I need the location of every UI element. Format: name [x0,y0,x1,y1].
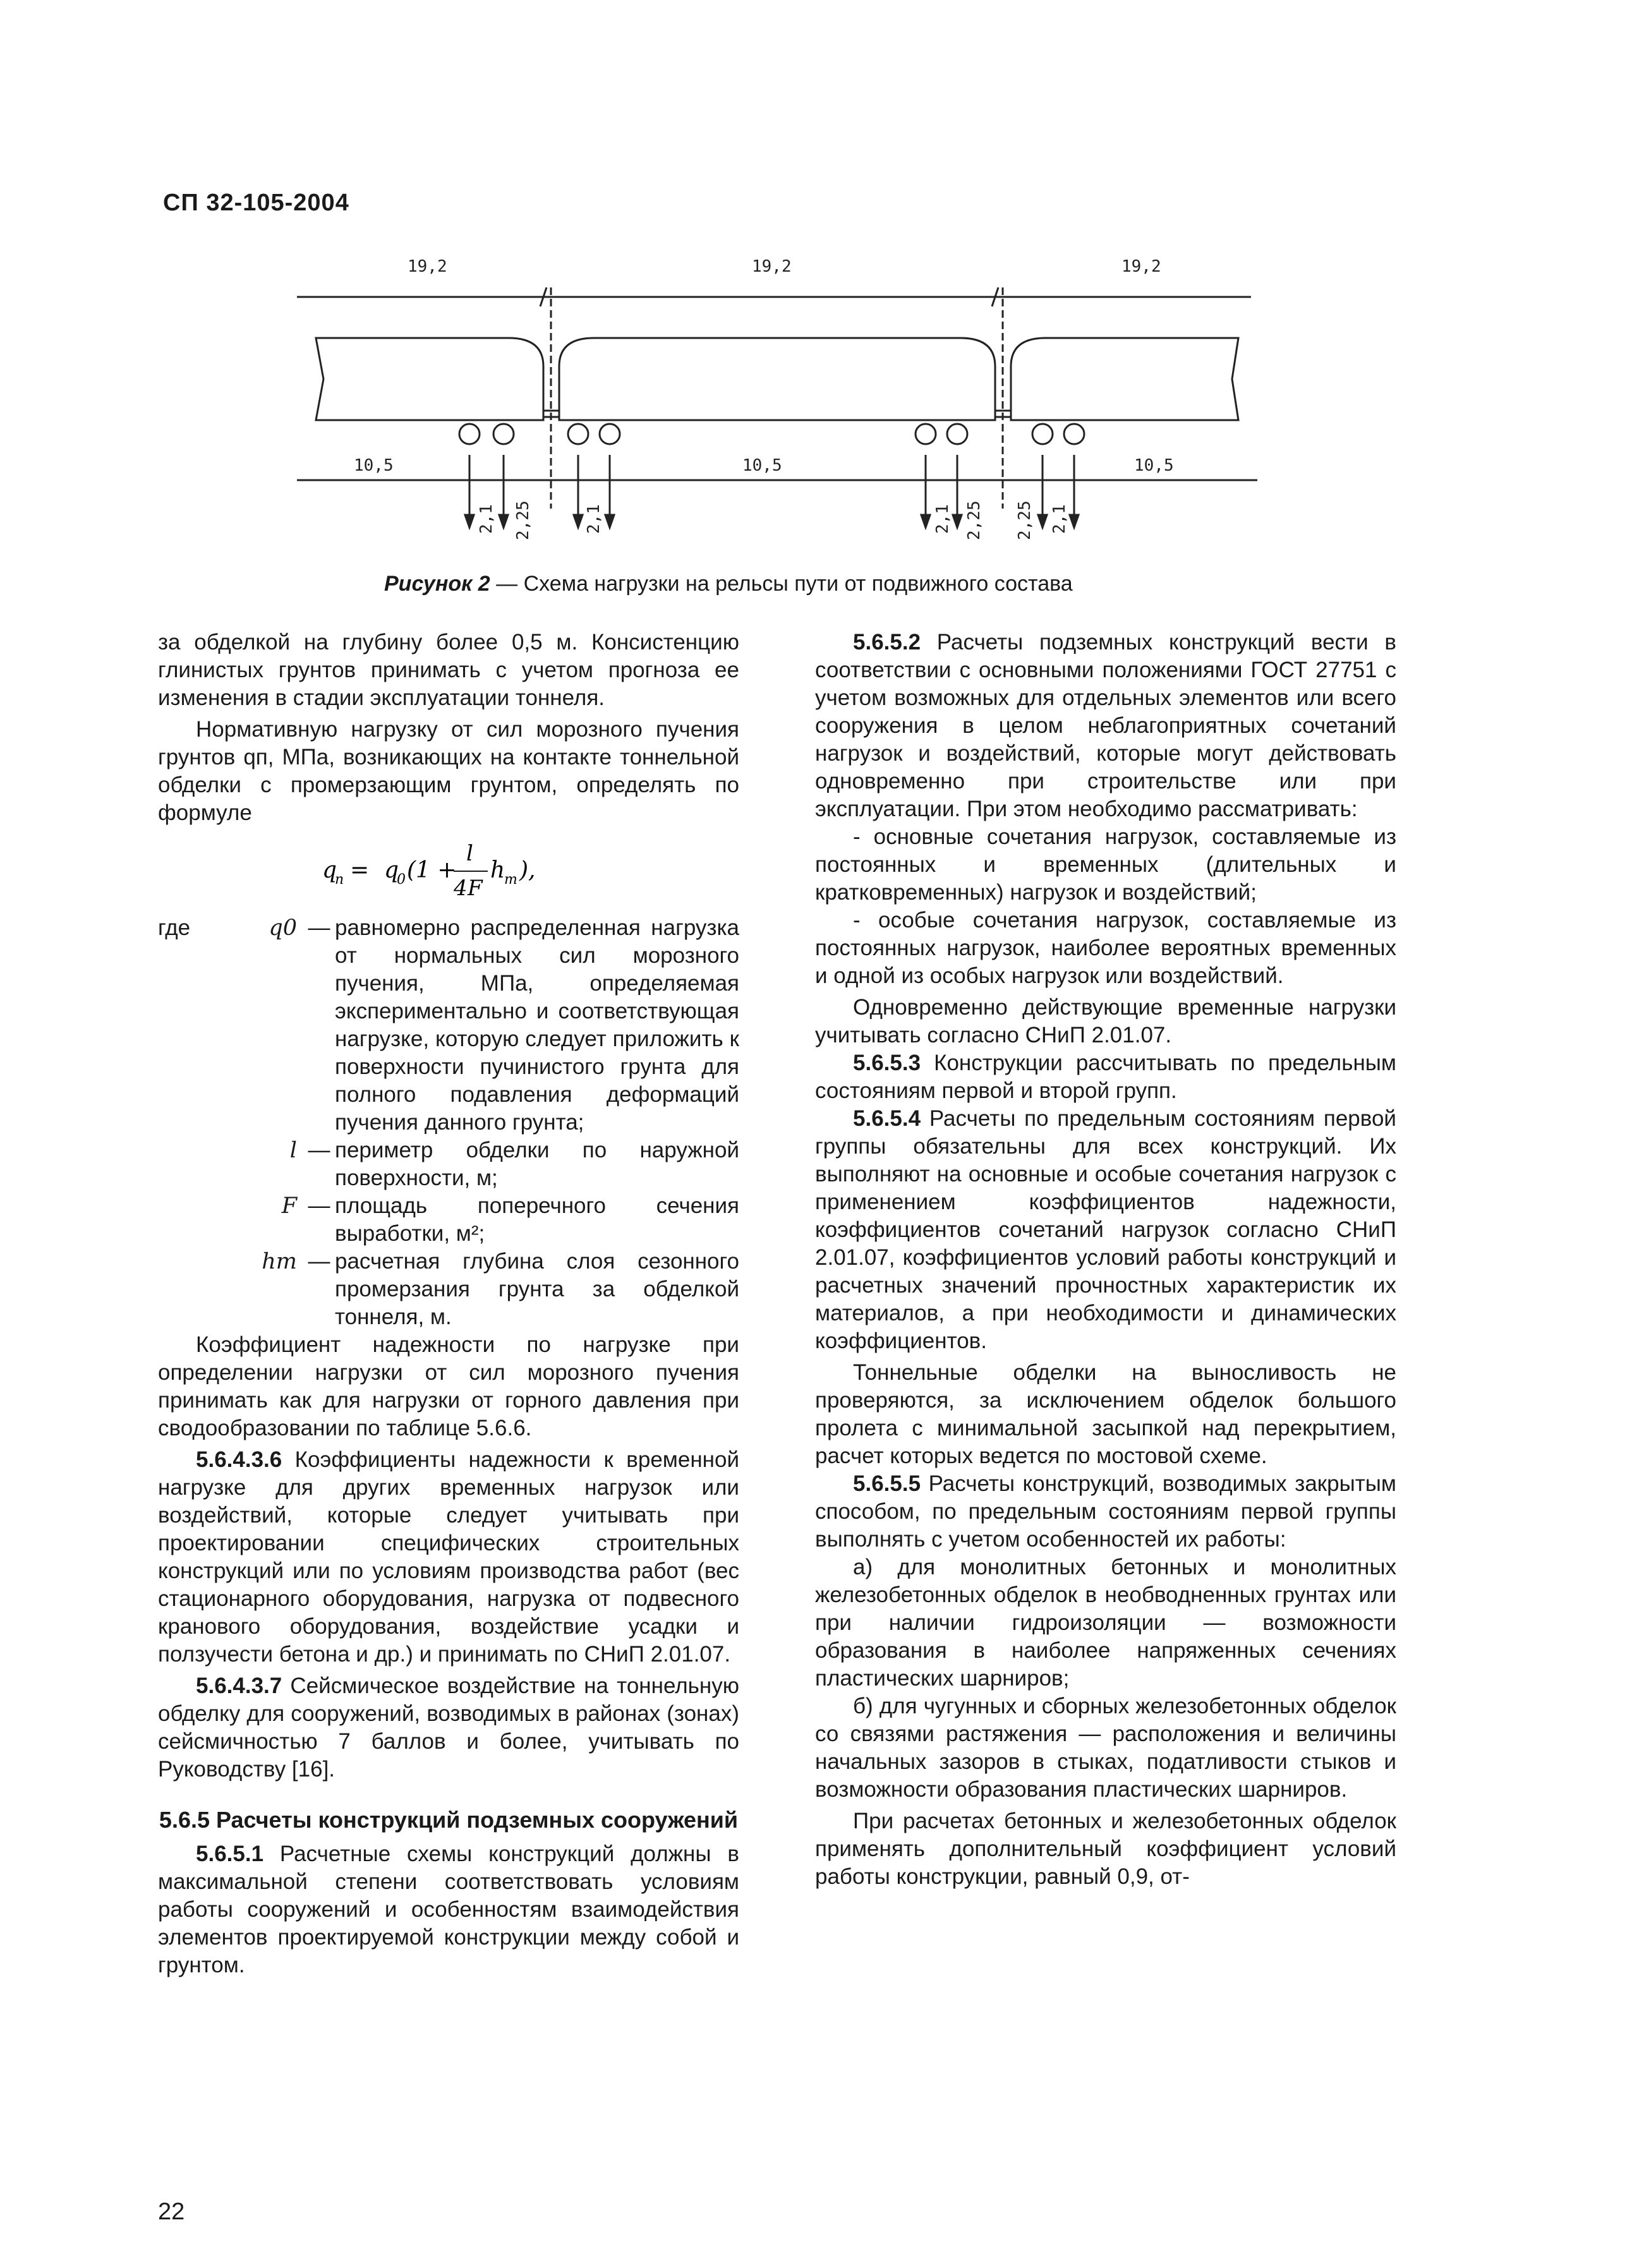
document-code: СП 32-105-2004 [163,190,349,216]
train-load-diagram [291,243,1308,559]
axle-dim-label: 2,1 [584,504,603,534]
car-body-left [316,338,543,420]
load-scheme-figure [291,243,1308,559]
symbol-q0: q0 [269,915,297,941]
svg-text:F: F [468,876,483,901]
paragraph: При расчетах бетонных и железобетонных обделок применять дополнительный коэффициент условий работы конструкции, равный 0,9, от- [815,1809,1396,1889]
axle-dim-label: 2,1 [477,504,496,534]
svg-text:),: ), [519,857,536,883]
paragraph: 5.6.5.1 Расчетные схемы конструкций должны в максимальной степени соответствовать условиям работы сооружений и особенностям взаимодействия элементов проектируемой конструкции между собой и грунтом. [158,1842,739,1977]
wheel [600,424,620,444]
symbol-hm: hm [262,1249,297,1274]
dim-label-bottom: 10,5 [354,456,394,475]
car-body-right [1011,338,1238,420]
clause-number: 5.6.5.1 [196,1842,264,1866]
car-body-middle [559,338,995,420]
list-item: - основные сочетания нагрузок, составляемые из постоянных и временных (длительных и кратковременных) нагрузок и воздействий; [815,824,1396,905]
svg-text:4: 4 [454,876,468,901]
right-column [815,629,1396,1891]
svg-text:п: п [335,872,344,888]
paragraph: 5.6.5.3 Конструкции рассчитывать по предельным состояниям первой и второй групп. [815,1051,1396,1103]
svg-text:=: = [350,857,370,883]
list-item: - особые сочетания нагрузок, составляемые из постоянных нагрузок, наиболее вероятных временных и одной из особых нагрузок или воздействий. [815,908,1396,988]
formula-graphic [322,832,588,908]
wheel [568,424,588,444]
where-label: где [158,915,191,940]
clause-number: 5.6.5.3 [853,1051,921,1075]
paragraph: 5.6.4.3.7 Сейсмическое воздействие на тоннельную обделку для сооружений, возводимых в районах (зонах) сейсмичностью 7 баллов и более, учитывать по Руководству [16]. [158,1674,739,1782]
wheel [459,424,480,444]
definition-text: площадь поперечного сечения выработки, м²; [335,1193,739,1246]
paragraph: Тоннельные обделки на выносливость не проверяются, за исключением обделок большого пролета с минимальной засыпкой над перекрытием, расчет которых ведется по мостовой схеме. [815,1360,1396,1468]
svg-text:(1 +: (1 + [407,857,457,883]
paragraph: 5.6.5.5 Расчеты конструкций, возводимых закрытым способом, по предельным состояниям первой группы выполнять с учетом особенностей их работы: [815,1471,1396,1552]
axle-dim-label: 2,1 [933,504,952,534]
svg-text:m: m [504,872,517,888]
clause-number: 5.6.5.4 [853,1106,921,1131]
wheel [1032,424,1053,444]
formula-definitions [158,914,739,1331]
wheel [916,424,936,444]
definition-text: равномерно распределенная нагрузка от нормальных сил морозного пучения, МПа, определяемая экспериментально и соответствующая нагрузке, которую следует приложить к поверхности пучинистого грунта для полного подавления деформаций пучения данного грунта; [335,915,739,1135]
frost-heave-formula [158,832,739,908]
figure-caption [384,572,1370,596]
svg-text:l: l [466,841,473,866]
clause-number: 5.6.5.2 [853,630,921,654]
symbol-F: F [281,1193,297,1219]
clause-number: 5.6.4.3.6 [196,1447,282,1472]
definition-row: где q0 — равномерно распределенная нагрузка от нормальных сил морозного пучения, МПа, определяемая экспериментально и соответствующая нагрузке, которую следует приложить к поверхности пучинистого грунта для полного подавления деформаций пучения данного грунта; [158,914,739,1137]
dim-label-bottom: 10,5 [1134,456,1174,475]
paragraph: 5.6.5.2 Расчеты подземных конструкций вести в соответствии с основными положениями ГОСТ 27751 с учетом возможных для отдельных элементов или всего сооружения в целом неблагоприятных сочетаний нагрузок и воздействий, которые могут действовать одновременно при строительстве или при эксплуатации. При этом необходимо рассматривать: [815,630,1396,821]
dim-label-top: 19,2 [1121,257,1161,276]
caption-label: Рисунок 2 [384,572,490,596]
axle-dim-label: 2,25 [965,500,984,540]
left-column [158,629,739,1979]
symbol-l: l [289,1138,297,1163]
wheel [1064,424,1084,444]
svg-text:h: h [490,857,505,883]
svg-text:q: q [322,857,337,883]
caption-text: — Схема нагрузки на рельсы пути от подвижного состава [490,572,1073,596]
list-item: а) для монолитных бетонных и монолитных железобетонных обделок в необводненных грунтах или при наличии гидроизоляции — возможности образования в наиболее напряженных сечениях пластических шарниров; [815,1555,1396,1691]
paragraph: 5.6.4.3.6 Коэффициенты надежности к временной нагрузке для других временных нагрузок или воздействий, которые следует учитывать при проектировании специфических строительных конструкций или по условиям производства работ (вес стационарного оборудования, нагрузка от подвесного кранового оборудования, воздействие усадки и ползучести бетона и др.) и принимать по СНиП 2.01.07. [158,1447,739,1667]
dim-label-bottom: 10,5 [742,456,782,475]
definition-text: периметр обделки по наружной поверхности, м; [335,1138,739,1190]
dim-label-top: 19,2 [408,257,447,276]
wheel [947,424,967,444]
paragraph: Одновременно действующие временные нагрузки учитывать согласно СНиП 2.01.07. [815,995,1396,1047]
axle-dim-label: 2,25 [514,500,533,540]
section-heading: 5.6.5 Расчеты конструкций подземных сооружений [159,1807,739,1833]
svg-text:q: q [384,857,399,883]
definition-row: F — площадь поперечного сечения выработки, м²; [158,1192,739,1248]
page-number: 22 [158,2199,185,2225]
axle-dim-label: 2,25 [1015,500,1034,540]
definition-row: hm — расчетная глубина слоя сезонного промерзания грунта за обделкой тоннеля, м. [158,1248,739,1331]
svg-text:0: 0 [397,872,406,888]
dim-label-top: 19,2 [752,257,792,276]
paragraph: Нормативную нагрузку от сил морозного пучения грунтов qп, МПа, возникающих на контакте тоннельной обделки с промерзающим грунтом, определять по формуле [158,717,739,825]
definition-row: l — периметр обделки по наружной поверхности, м; [158,1137,739,1192]
list-item: б) для чугунных и сборных железобетонных обделок со связями растяжения — расположения и величины начальных зазоров в стыках, податливости стыков и возможности образования пластических шарниров. [815,1694,1396,1802]
wheel [493,424,514,444]
axle-dim-label: 2,1 [1050,504,1069,534]
definition-text: расчетная глубина слоя сезонного промерзания грунта за обделкой тоннеля, м. [335,1249,739,1329]
paragraph: Коэффициент надежности по нагрузке при определении нагрузки от сил морозного пучения принимать как для нагрузки от горного давления при сводообразовании по таблице 5.6.6. [158,1332,739,1440]
clause-number: 5.6.4.3.7 [196,1674,282,1698]
paragraph: за обделкой на глубину более 0,5 м. Консистенцию глинистых грунтов принимать с учетом прогноза ее изменения в стадии эксплуатации тоннеля. [158,630,739,710]
paragraph: 5.6.5.4 Расчеты по предельным состояниям первой группы обязательны для всех конструкций. Их выполняют на основные и особые сочетания нагрузок с применением коэффициентов надежности, коэффициентов сочетаний нагрузок согласно СНиП 2.01.07, коэффициентов условий работы конструкций и расчетных значений прочностных характеристик их материалов, а при необходимости и динамических коэффициентов. [815,1106,1396,1353]
clause-number: 5.6.5.5 [853,1471,921,1496]
